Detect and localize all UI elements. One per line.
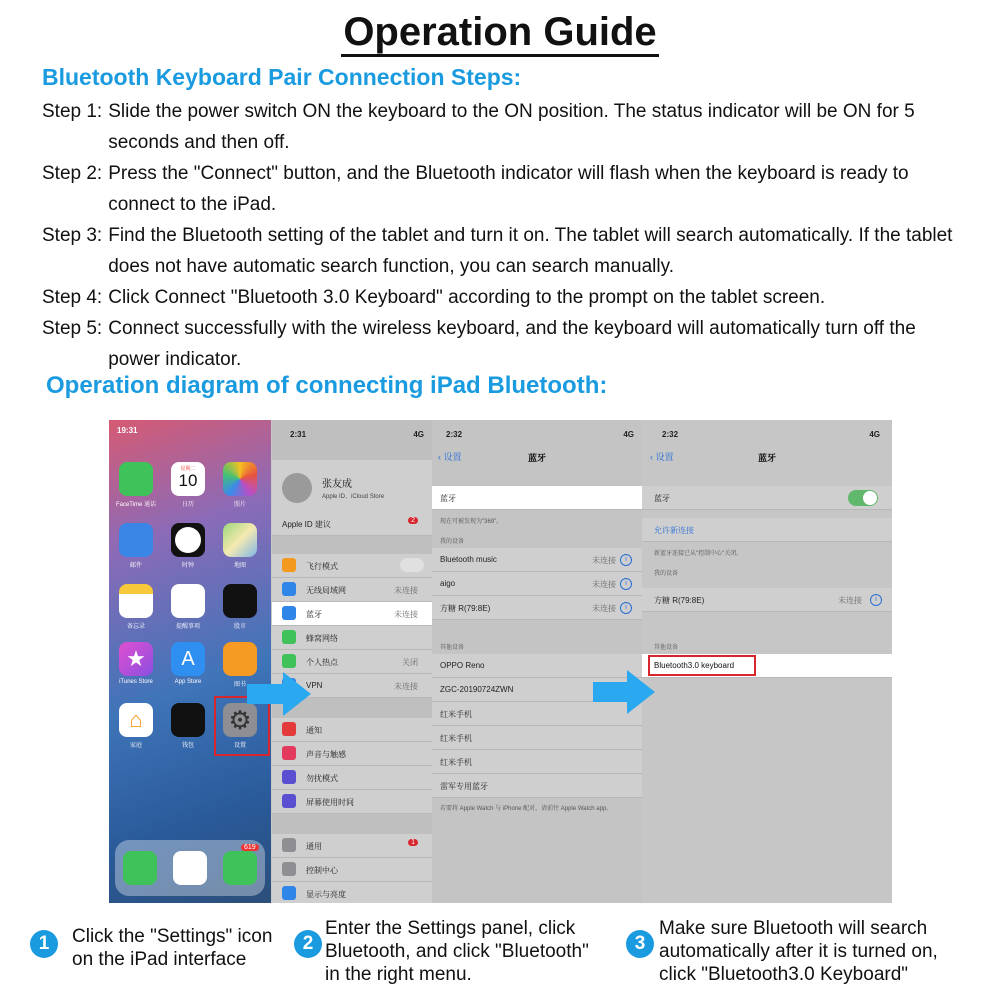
other-device-row[interactable]: 雷军专用蓝牙 [432, 774, 642, 798]
back-button[interactable]: ‹ 设置 [438, 452, 462, 462]
back-button[interactable]: ‹ 设置 [650, 452, 674, 462]
settings-row-hotspot[interactable]: 个人热点 关闭 [272, 650, 432, 674]
section-heading-diagram: Operation diagram of connecting iPad Bluetooth: [46, 372, 608, 399]
bluetooth-toggle-row[interactable]: 蓝牙 [432, 486, 642, 510]
messages-badge: 619 [241, 844, 259, 851]
books-icon[interactable] [223, 642, 257, 676]
settings-row-dnd[interactable]: 勿扰模式 [272, 766, 432, 790]
calendar-icon[interactable]: 星期二 10 [171, 462, 205, 496]
steps-list [42, 96, 972, 375]
device-row[interactable]: 方糖 R(79:8E) 未连接 i [432, 596, 642, 620]
itunes-store-icon[interactable]: ★ [119, 642, 153, 676]
bluetooth-toggle[interactable] [848, 490, 878, 506]
settings-row-cellular[interactable]: 蜂窝网络 [272, 626, 432, 650]
avatar [282, 473, 312, 503]
nav-title: 蓝牙 [757, 453, 776, 463]
stocks-icon[interactable] [223, 584, 257, 618]
page-title: Operation Guide [0, 8, 1000, 56]
keyboard-highlight-box[interactable]: Bluetooth3.0 keyboard [648, 655, 756, 676]
settings-row-wifi[interactable]: 无线局域网 未连接 [272, 578, 432, 602]
wallet-icon[interactable] [171, 703, 205, 737]
device-row[interactable]: Bluetooth music 未连接 i [432, 548, 642, 572]
settings-row-control-center[interactable]: 控制中心 [272, 858, 432, 882]
arrow-right-icon [247, 672, 311, 716]
step-item: Step 5: Connect successfully with the wireless keyboard, and the keyboard will automatically turn off the power indicator. [42, 318, 916, 370]
device-row[interactable]: aigo 未连接 i [432, 572, 642, 596]
bluetooth-toggle-row[interactable]: 蓝牙 [642, 486, 892, 510]
home-app-icon[interactable]: ⌂ [119, 703, 153, 737]
settings-row-sounds[interactable]: 声音与触感 [272, 742, 432, 766]
step-item: Step 2: Press the "Connect" button, and the Bluetooth indicator will flash when the keyboard is ready to connect to the iPad. [42, 163, 909, 215]
other-device-row[interactable]: OPPO Reno [432, 654, 642, 678]
section-heading-pair-steps: Bluetooth Keyboard Pair Connection Steps: [42, 64, 522, 90]
settings-row-airplane[interactable]: 飞行模式 [272, 554, 432, 578]
settings-row-display[interactable]: 显示与亮度 [272, 882, 432, 903]
dock [115, 840, 265, 896]
bluetooth-panel-2: 2:32 4G ‹ 设置 蓝牙 蓝牙 允许新连接 新蓝牙连接已从"控制中心"关闭。 我的设备 方糖 R(79:8E) 未连接 i 其他设备 Bluetooth3.0 keyboard [642, 420, 892, 903]
caption-2: Enter the Settings panel, click Bluetooth, and click "Bluetooth" in the right menu. [325, 918, 589, 985]
arrow-right-icon [593, 670, 655, 714]
nav-title: 蓝牙 [527, 453, 546, 463]
bluetooth-panel-1: 2:32 4G ‹ 设置 蓝牙 蓝牙 现在可被发现为"369"。 我的设备 Bluetooth music 未连接 i aigo 未连接 i 方糖 R(79:8E) 未连接 i 其他设备 OPPO Reno ZGC-20190724ZWN 红米手机 红米手机 红米手机 雷军专用蓝牙 若要将 Apple Watch 与 iPhone 配对，请前往 Apple Watch app。 [432, 420, 642, 903]
settings-row-notifications[interactable]: 通知 [272, 718, 432, 742]
settings-panel: 2:31 4G 张友成 Apple ID、iCloud Store Apple ID 建议 2 飞行模式 无线局域网 未连接 蓝牙 未连接 蜂窝网络 个人热点 关闭 VPN 未连接 通知 声音与触感 勿扰模式 屏幕使用时间 通用 1 控制中心 显示与亮度 [272, 420, 432, 903]
facetime-icon[interactable] [119, 462, 153, 496]
notes-icon[interactable] [119, 584, 153, 618]
settings-row-general[interactable]: 通用 1 [272, 834, 432, 858]
maps-icon[interactable] [223, 523, 257, 557]
settings-icon[interactable]: ⚙ [223, 703, 257, 737]
home-time: 19:31 [117, 426, 138, 435]
settings-row-bluetooth[interactable]: 蓝牙 未连接 [272, 602, 432, 626]
reminders-icon[interactable] [171, 584, 205, 618]
phone-icon[interactable] [123, 851, 157, 885]
safari-icon[interactable] [173, 851, 207, 885]
other-device-row[interactable]: 红米手机 [432, 702, 642, 726]
device-row[interactable]: 方糖 R(79:8E) 未连接 i [642, 588, 892, 612]
step-item: Step 3: Find the Bluetooth setting of the tablet and turn it on. The tablet will search automatically. If the tablet does not have automatic search function, you can search manually. [42, 225, 953, 277]
caption-3: Make sure Bluetooth will search automatically after it is turned on, click "Bluetooth3.0 Keyboard" [659, 918, 938, 985]
messages-icon[interactable] [223, 851, 257, 885]
step-number-badge: 2 [294, 930, 322, 958]
ipad-connection-diagram [109, 420, 892, 903]
step-number-badge: 1 [30, 930, 58, 958]
other-device-row[interactable]: ZGC-20190724ZWN [432, 678, 642, 702]
allow-new-connections[interactable]: 允许新连接 [642, 518, 892, 542]
app-store-icon[interactable]: A [171, 642, 205, 676]
settings-row-vpn[interactable]: VPN 未连接 [272, 674, 432, 698]
apple-id-card[interactable]: 张友成 Apple ID、iCloud Store [272, 460, 432, 512]
caption-1: Click the "Settings" icon on the iPad interface [72, 926, 273, 970]
ipad-home-screen: 19:31 星期二 10 FaceTime 通话 日历 照片 邮件 时钟 地图 备忘录 提醒事项 股市 ★ A iTunes Store App Store 图书 ⌂ ⚙ 家庭 钱包 设置 619 [109, 420, 271, 903]
other-device-row[interactable]: 红米手机 [432, 750, 642, 774]
step-number-badge: 3 [626, 930, 654, 958]
other-device-row[interactable]: 红米手机 [432, 726, 642, 750]
step-item: Step 1: Slide the power switch ON the keyboard to the ON position. The status indicator will be ON for 5 seconds and then off. [42, 101, 915, 153]
mail-icon[interactable] [119, 523, 153, 557]
apple-id-suggestion[interactable]: Apple ID 建议 2 [272, 512, 432, 536]
clock-icon[interactable] [171, 523, 205, 557]
photos-icon[interactable] [223, 462, 257, 496]
step-item: Step 4: Click Connect "Bluetooth 3.0 Keyboard" according to the prompt on the tablet screen. [42, 287, 826, 308]
settings-row-screen-time[interactable]: 屏幕使用时间 [272, 790, 432, 814]
